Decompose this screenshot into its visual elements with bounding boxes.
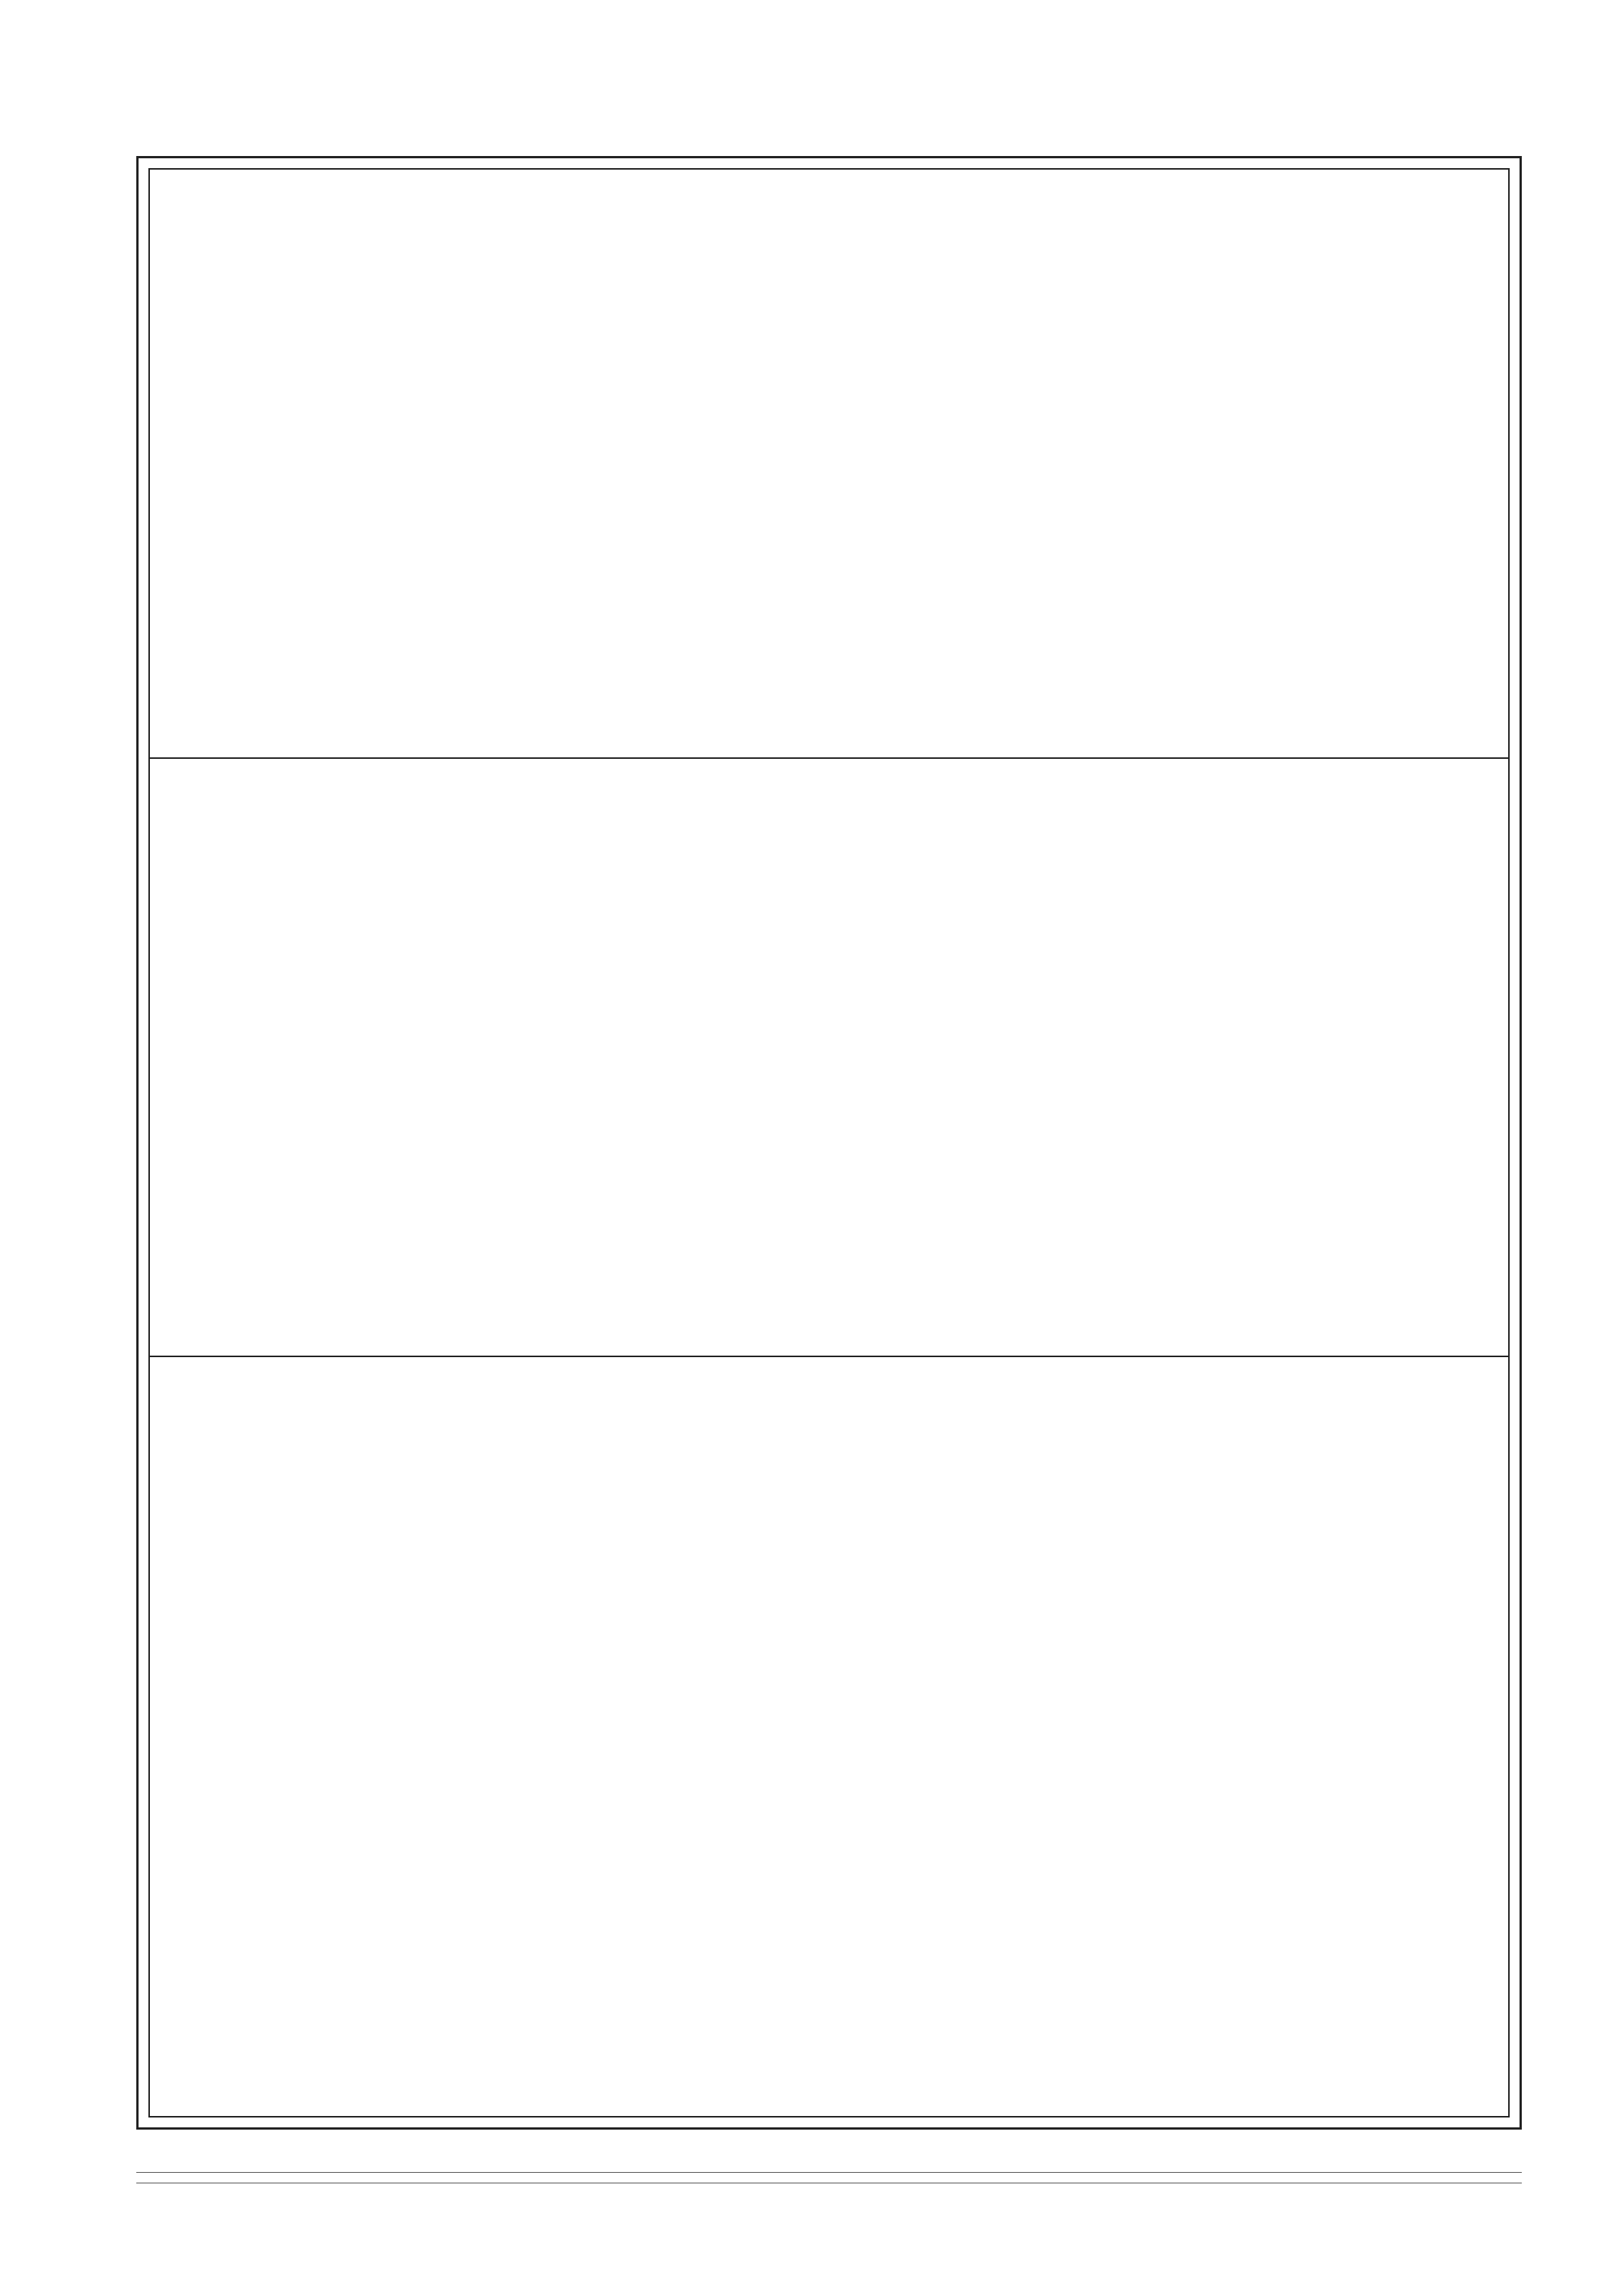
top-section <box>148 168 1510 757</box>
middle-section <box>148 757 1510 1356</box>
bottom-rule-1 <box>136 2172 1522 2173</box>
bottom-section <box>148 1356 1510 2118</box>
